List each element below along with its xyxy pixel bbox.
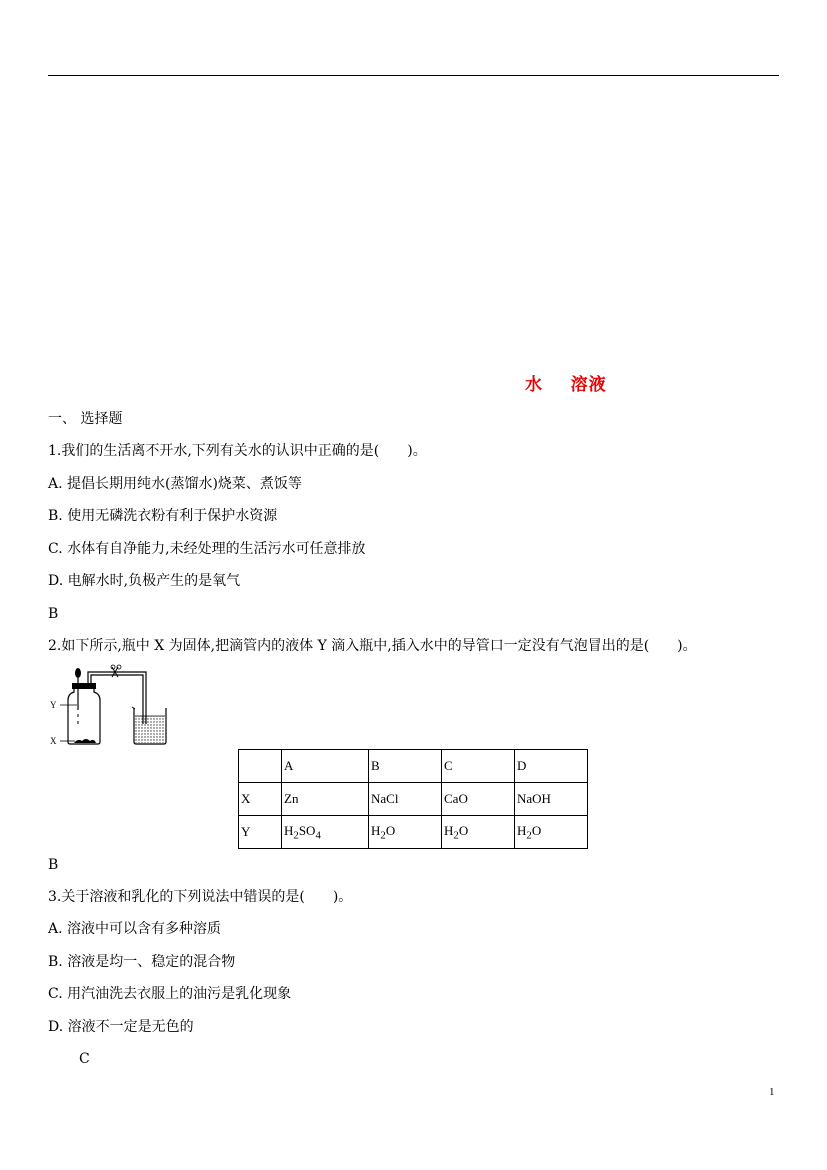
table-row <box>239 750 588 783</box>
q1-option-c: C. 水体有自净能力,未经处理的生活污水可任意排放 <box>48 541 366 557</box>
table-row <box>239 783 588 816</box>
q3-option-c: C. 用汽油洗去衣服上的油污是乳化现象 <box>48 986 292 1002</box>
table-cell: B <box>369 750 442 783</box>
q2-table <box>238 749 588 849</box>
table-cell: D <box>515 750 588 783</box>
table-row <box>239 816 588 849</box>
q3-option-a: A. 溶液中可以含有多种溶质 <box>48 921 222 937</box>
q3-stem: 3.关于溶液和乳化的下列说法中错误的是( )。 <box>48 889 353 905</box>
table-cell: C <box>442 750 515 783</box>
table-cell: Zn <box>282 783 369 816</box>
table-cell: NaCl <box>369 783 442 816</box>
table-cell: NaOH <box>515 783 588 816</box>
page-title: 水 溶液 <box>525 375 607 395</box>
q1-answer: B <box>48 606 59 622</box>
table-cell: A <box>282 750 369 783</box>
q1-option-a: A. 提倡长期用纯水(蒸馏水)烧菜、煮饭等 <box>48 476 302 492</box>
q3-answer: C <box>79 1051 90 1067</box>
table-cell: X <box>239 783 282 816</box>
formula-cell: $H_2O$ <box>442 816 515 849</box>
formula-cell: $H_2O$ <box>515 816 588 849</box>
table-cell <box>239 750 282 783</box>
q1-stem: 1.我们的生活离不开水,下列有关水的认识中正确的是( )。 <box>48 443 427 459</box>
formula-cell: $H_2SO_4$ <box>282 816 369 849</box>
header-rule <box>48 75 779 76</box>
page-number: 1 <box>769 1086 775 1098</box>
label-x: X <box>50 736 57 746</box>
q2-answer: B <box>48 857 59 873</box>
q3-option-d: D. 溶液不一定是无色的 <box>48 1019 194 1035</box>
q1-option-d: D. 电解水时,负极产生的是氧气 <box>48 573 241 589</box>
q1-option-b: B. 使用无磷洗衣粉有利于保护水资源 <box>48 508 278 524</box>
formula-cell: $H_2O$ <box>369 816 442 849</box>
q2-stem: 2.如下所示,瓶中 X 为固体,把滴管内的液体 Y 滴入瓶中,插入水中的导管口一定没有气泡冒出的是( )。 <box>48 638 697 654</box>
table-cell: CaO <box>442 783 515 816</box>
q3-option-b: B. 溶液是均一、稳定的混合物 <box>48 954 236 970</box>
label-y: Y <box>50 700 57 710</box>
apparatus-figure <box>48 664 188 748</box>
section-heading: 一、 选择题 <box>48 411 123 427</box>
table-cell: Y <box>239 816 282 849</box>
